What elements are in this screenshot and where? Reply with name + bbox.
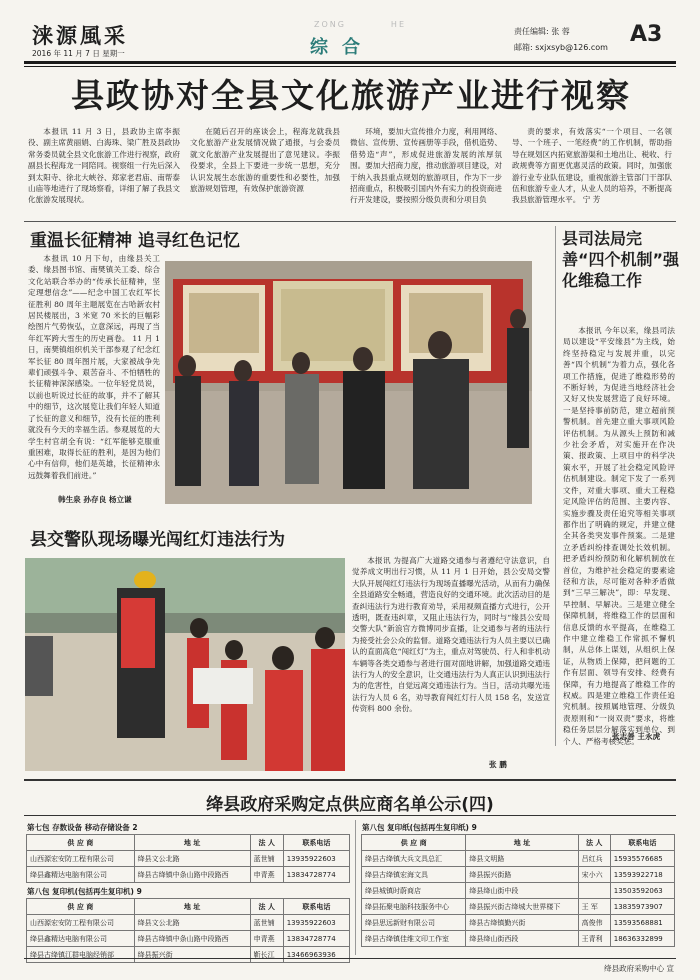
cell-phone: 13834728774	[283, 867, 349, 883]
exhibition-photo	[165, 261, 532, 504]
section-pinyin	[314, 20, 406, 29]
header-phone: 联系电话	[610, 835, 674, 851]
table-row	[362, 883, 675, 899]
cell-supplier: 绛县城镇时蔚商店	[362, 883, 466, 899]
lead-text-2: 在随后召开的座谈会上，程海龙就我县文化旅游产业发展情况做了通报，与会委员就文化旅游产业发展提出了意见建议。李振役要求，全县上下要进一步统一思想，充分认识发展生态旅游的重要性和必要性，加强旅游规划管理，有效保护旅游资源	[190, 127, 340, 194]
cell-legal: 王 军	[578, 899, 610, 915]
story-headline-long-march: 重温长征精神 追寻红色记忆	[30, 231, 240, 251]
section-name: 综合	[310, 37, 374, 58]
newspaper-logo: 涞源風采	[32, 23, 128, 48]
header-address: 地 址	[134, 835, 250, 851]
table-row	[27, 851, 350, 867]
table-header-row	[27, 835, 350, 851]
cell-legal: 王青利	[578, 931, 610, 947]
cell-address: 绛县振兴街古绛城大世界楼下	[466, 899, 578, 915]
cell-supplier: 绛县古绛镇宏海文具	[362, 867, 466, 883]
lead-column-1	[28, 126, 180, 218]
table-top-rule	[24, 779, 676, 781]
cell-supplier: 绛县拓聚电脑科技服务中心	[362, 899, 466, 915]
cell-supplier: 山西源宏安防工程有限公司	[27, 851, 135, 867]
traffic-photo-art	[25, 558, 345, 771]
footer-rule	[24, 958, 676, 959]
cell-address: 绛县文公北路	[134, 915, 250, 931]
story-body-traffic-police	[352, 555, 550, 755]
supplier-table-storage	[26, 834, 350, 883]
pinyin-he: HE	[390, 20, 406, 29]
traffic-photo	[25, 558, 345, 771]
cell-address: 绛县绛山街中段	[466, 883, 578, 899]
cell-legal	[578, 883, 610, 899]
masthead-rule	[24, 61, 676, 64]
lead-text-3: 环境，要加大宣传推介力度，利用网络、微信、宣传册、宣传画册等手段，借机造势、借势造“声”，形成促进旅游发展的浓厚氛围。要加大招商力度，推动旅游项目建设，对于纳入我县重点规划的旅游项目，作为下一步招商重点，积极吸引国内外有实力的投资商进行开发建设，要按照分级负责和分项目负	[350, 127, 502, 205]
header-supplier: 供 应 商	[362, 835, 466, 851]
cell-address: 绛县古绛镇中条山路中段路西	[134, 867, 250, 883]
header-phone: 联系电话	[283, 835, 349, 851]
header-legal: 法 人	[578, 835, 610, 851]
table-row	[27, 947, 350, 963]
responsible-editor: 责任编辑: 张 蓉	[514, 27, 570, 36]
table-row	[362, 931, 675, 947]
section-divider	[24, 221, 676, 222]
issue-date: 2016 年 11 月 7 日 星期一	[32, 49, 125, 58]
cell-supplier: 绛县古绛镇江群电脑经销部	[27, 947, 135, 963]
story-headline-traffic-police: 县交警队现场曝光闯红灯违法行为	[30, 530, 285, 550]
group-heading-copier: 第八包 复印机(包括再生复印机) 9	[27, 887, 142, 896]
cell-phone: 13835973907	[610, 899, 674, 915]
story-text-justice-bureau: 本报讯 今年以来，缘县司法局以建设“平安缘县”为主线，始终坚持稳定与发展并重，以完善“四个机制”为着力点，强化各项工作措施，促进了维稳形势的不断好转，为促进当地经济社会又好又快发展营造了良好环境。一是坚持事前防范，建立超前预警机制。首先建立重大事项风险评估机制。为从源头上预防和减少社会矛盾，对实施开在作决策、报政策、上项目中的科学决策水平，开展了社会稳定风险评估机制建设。制定下发了一系列文件，对重大事项、重大工程稳定风险评估的范围、主要内容、实施步骤及责任追究等相关事项都作出了明确的规定，并建立健全其各类突发事件预案。二是建立矛盾纠纷排查调处长效机制。把矛盾纠纷预防和化解机制放在首位，为维护社会稳定的要素途径和方法，尽可能对各种矛盾做到“三早三解决”，即：早发现、早控制、早解决。三是建立健全保障机制，将维稳工作的层面和信息反馈的水平提高，在维稳工作中建立维稳工作常抓不懈机制，从总体上谋划，从组织上保证，从物质上保障，把问题的工作有层面、领导有安排、经费有保障，有力地提高了维稳工作的权威。四是建立维稳工作责任追究机制。按照属地管理、分级负责原则和“一岗双责”要求，将维稳任务层层分解落实到单位、到个人、严格考核奖惩。	[563, 326, 675, 746]
table-row	[362, 915, 675, 931]
table-row	[362, 867, 675, 883]
group-heading-storage: 第七包 存数设备 移动存储设备 2	[27, 823, 138, 832]
byline-traffic-police: 张 鹏	[489, 760, 507, 769]
table-row	[362, 899, 675, 915]
cell-supplier: 绛县鑫精达电脑有限公司	[27, 867, 135, 883]
table-header-row	[362, 835, 675, 851]
header-phone: 联系电话	[283, 899, 349, 915]
cell-address: 绛县古绛镇勤兴街	[466, 915, 578, 931]
cell-supplier: 绛县思远新财有限公司	[362, 915, 466, 931]
cell-supplier: 绛县古绛镇大兵文具总汇	[362, 851, 466, 867]
cell-legal: 蓝世铺	[250, 851, 283, 867]
byline-justice-bureau: 张志善 王永虎	[612, 732, 661, 741]
table-row	[27, 867, 350, 883]
story-text-long-march: 本报讯 10 月下旬，由缘县关工委、缘县图书馆、南樊镇关工委、综合文化站联合举办的“传承长征精神，坚定理想信念”——纪念中国工农红军长征胜利 80 周年主题展览在古哈新农村居民楼展出，3 米宽 70 米长的巨幅彩绘图片气势恢弘，立意深远，再现了当年红军跨大雪生的历史画卷。 11 月 1 日，南樊镇组织机关干部参观了纪念红军长征 80 周年图片展，大家被战争先辈们顽强斗争、艰苦奋斗、不怕牺牲的长征精神深深感染。一位年轻党员说，以前也听说过长征的故事，并不了解其中的细节，这次展览让我们年轻人知道了长征的意义和细节，没有长征的胜利就没有今天的幸福生活。参观展览的大学生村官胡全有说：“红军能够克服重重困难，取得长征的胜利，是因为他们心中有信仰，他们是英雄，长征精神永远鼓舞着我们前进。”	[28, 254, 160, 480]
cell-phone: 13503592063	[610, 883, 674, 899]
cell-phone: 13466963936	[283, 947, 349, 963]
pinyin-zong: ZONG	[314, 20, 346, 29]
cell-address: 绛县振兴街	[134, 947, 250, 963]
cell-address: 绛县绛山街西段	[466, 931, 578, 947]
header-supplier: 供 应 商	[27, 835, 135, 851]
cell-phone: 13935922603	[283, 915, 349, 931]
cell-address: 绛县文公北路	[134, 851, 250, 867]
cell-legal: 高俊伟	[578, 915, 610, 931]
cell-legal: 吕红兵	[578, 851, 610, 867]
cell-supplier: 山西源宏安防工程有限公司	[27, 915, 135, 931]
cell-legal: 申青燕	[250, 931, 283, 947]
story-headline-justice-bureau: 县司法局完善“四个机制”强化维稳工作	[562, 229, 680, 290]
table-column-divider	[355, 820, 356, 955]
cell-phone: 13834728774	[283, 931, 349, 947]
cell-legal: 蓝世铺	[250, 915, 283, 931]
cell-phone: 18636332899	[610, 931, 674, 947]
page-number: A3	[630, 22, 663, 47]
table-header-row	[27, 899, 350, 915]
group-heading-paper: 第八包 复印纸(包括再生复印纸) 9	[362, 823, 477, 832]
cell-phone: 13935922603	[283, 851, 349, 867]
cell-address: 绛县振兴街路	[466, 867, 578, 883]
cell-legal: 靳长江	[250, 947, 283, 963]
editor-email: 邮箱: sxjxsyb@126.com	[514, 43, 608, 52]
header-supplier: 供 应 商	[27, 899, 135, 915]
cell-supplier: 绛县古绛镇佳维文印工作室	[362, 931, 466, 947]
story-body-long-march	[28, 253, 160, 491]
table-row	[27, 915, 350, 931]
lead-text-4: 责的要求，有效落实“一个项目、一名领导、一个班子、一笔经费”的工作机制，帮助指导在规划区内拓宽旅游渠和土地出让、税收、行政规费等方面更优惠灵活的政策。同时，加强旅游行业专业队伍建设，重视旅游主管部门干部队伍和旅游专业人才，从业人员的培养，不断提高我县旅游管理水平。 宁 芳	[512, 127, 672, 205]
cell-address: 绛县古绛镇中条山路中段路西	[134, 931, 250, 947]
lead-column-3	[350, 126, 502, 218]
header-legal: 法 人	[250, 899, 283, 915]
lead-column-4	[512, 126, 672, 218]
exhibition-photo-art	[165, 261, 532, 504]
cell-phone: 15935576685	[610, 851, 674, 867]
supplier-table-copier	[26, 898, 350, 963]
lead-headline: 县政协对全县文化旅游产业进行视察	[71, 76, 631, 115]
lead-column-2	[190, 126, 340, 218]
header-legal: 法 人	[250, 835, 283, 851]
table-title-rule	[24, 815, 676, 816]
story-text-traffic-police: 本报讯 为提高广大道路交通参与者遵纪守法意识，自觉养成文明出行习惯，从 11 月 1 日开始，县公安局交警大队开展闯红灯违法行为现场直播曝光活动，从而有力确保全县道路安全畅通，营造良好的交通环境。此次活动目的是查纠违法行为进行教育劝导，采用视频直播方式进行，公开透明，既查违纠章，又阻止违法行为，同时与“缘县公安局交警大队”新浪官方微博同步直播，让交通参与者的违法行为接受社会公众的监督。道路交通违法行为人员主要以已确认的直面高危“闯红灯”为主，重点对驾驶员、行人和非机动车辆等各类交通参与者进行面对面地讲解，加强道路交通违法行为人的安全意识，让交通违法行为人真正认识到违法行为的危害性，自觉远离交通违法行为。当日，活动共曝光违法行为人员 6 名，劝导教育闯红灯行人员 158 名，发送宣传资料 800 余份。	[352, 556, 550, 714]
cell-legal: 申青燕	[250, 867, 283, 883]
lead-text-1: 本报讯 11 月 3 日，县政协主席李振役、副主席黄丽娟、白海珠、梁广胜及县政协常务委员就全县文化旅游工作进行视察，政府副县长程海龙一同陪同。视察组一行先后深入到太阳寺、徐北大峡谷、郑家老君庙、南帮泰山庙等地进行了现场察看，详细了解了我县文化旅游发展现状。	[28, 127, 180, 205]
cell-address: 绛县文明路	[466, 851, 578, 867]
cell-phone: 13593568881	[610, 915, 674, 931]
cell-phone: 13593922718	[610, 867, 674, 883]
supplier-table-paper	[361, 834, 675, 947]
byline-long-march: 韩生泉 孙存良 杨立谦	[58, 495, 132, 504]
footer-credit: 绛县政府采购中心 宣	[604, 964, 674, 973]
masthead-rule-thin	[24, 66, 676, 67]
cell-legal: 宋小六	[578, 867, 610, 883]
header-address: 地 址	[134, 899, 250, 915]
table-row	[362, 851, 675, 867]
procurement-title: 绛县政府采购定点供应商名单公示(四)	[206, 795, 494, 815]
column-divider	[555, 226, 556, 746]
table-row	[27, 931, 350, 947]
header-address: 地 址	[466, 835, 578, 851]
cell-supplier: 绛县鑫精达电脑有限公司	[27, 931, 135, 947]
